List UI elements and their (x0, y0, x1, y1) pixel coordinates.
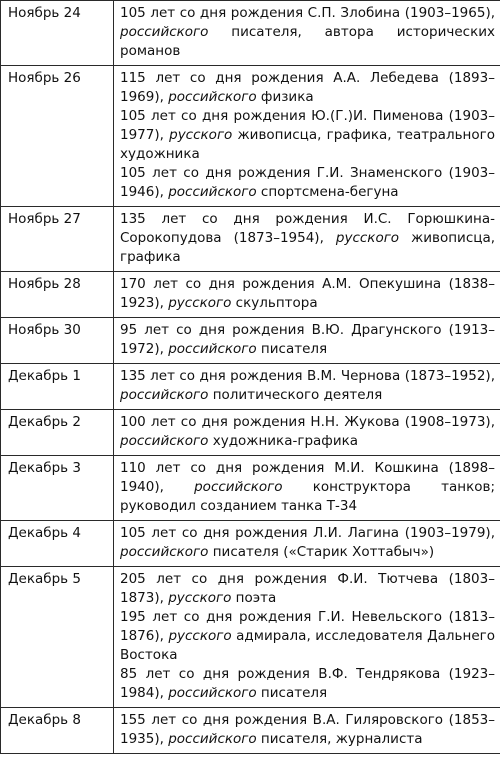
table-row (1, 364, 500, 410)
description-cell (114, 410, 500, 456)
entry-text: 195 лет со дня рождения Г.И. Невельского (1813–1876), (120, 609, 495, 644)
entry-text: 110 лет со дня рождения М.И. Кошкина (1898–1940), (120, 460, 495, 495)
entry-text: 100 лет со дня рождения Н.Н. Жукова (1908–1973), (120, 414, 495, 430)
entry-text: 105 лет со дня рождения С.П. Злобина (1903–1965), (120, 5, 495, 21)
entry-occupation: писателя (256, 685, 328, 701)
anniversary-entry (120, 570, 495, 608)
anniversary-entry (120, 210, 495, 267)
date-cell: Ноябрь 27 (1, 207, 114, 272)
date-cell: Декабрь 3 (1, 456, 114, 521)
entry-text: 105 лет со дня рождения Л.И. Лагина (1903–1979), (120, 525, 495, 541)
anniversary-entry (120, 69, 495, 107)
date-cell: Ноябрь 30 (1, 318, 114, 364)
table-row (1, 456, 500, 521)
table-row (1, 318, 500, 364)
entry-text: 105 лет со дня рождения Г.И. Знаменского (1903–1946), (120, 165, 495, 200)
description-cell (114, 272, 500, 318)
description-cell (114, 567, 500, 708)
table-row (1, 567, 500, 708)
entry-nationality: российского (168, 685, 257, 701)
entry-occupation: писателя («Старик Хоттабыч») (208, 544, 435, 560)
table-row (1, 207, 500, 272)
entry-occupation: скульптора (231, 295, 318, 311)
table-row (1, 66, 500, 207)
date-cell: Ноябрь 28 (1, 272, 114, 318)
entry-text: 135 лет со дня рождения В.М. Чернова (1873–1952), (120, 368, 495, 384)
entry-nationality: российского (120, 24, 209, 40)
anniversary-entry (120, 524, 495, 562)
entry-occupation: адмирала, исследователя Дальнего Востока (120, 628, 495, 663)
entry-text: 170 лет со дня рождения А.М. Опекушина (1838–1923), (120, 276, 495, 311)
entry-text: 95 лет со дня рождения В.Ю. Драгунского (1913–1972), (120, 322, 495, 357)
entry-nationality: русского (169, 127, 233, 143)
entry-nationality: русского (335, 230, 400, 246)
date-cell: Декабрь 5 (1, 567, 114, 708)
entry-occupation: физика (256, 89, 314, 105)
description-cell (114, 207, 500, 272)
anniversary-entry (120, 665, 495, 703)
table-body (1, 1, 500, 754)
description-cell (114, 521, 500, 567)
anniversary-entry (120, 459, 495, 516)
entry-occupation: политического деятеля (208, 387, 383, 403)
entry-nationality: русского (168, 590, 232, 606)
description-cell (114, 66, 500, 207)
entry-nationality: российского (168, 731, 257, 747)
date-cell: Декабрь 4 (1, 521, 114, 567)
entry-nationality: российского (168, 89, 257, 105)
entry-occupation: живописца, графика (120, 230, 496, 265)
anniversary-entry (120, 4, 495, 61)
anniversary-entry (120, 711, 495, 749)
table-row (1, 410, 500, 456)
description-cell (114, 456, 500, 521)
anniversary-entry (120, 321, 495, 359)
entry-nationality: российского (120, 387, 209, 403)
entry-nationality: российского (120, 433, 209, 449)
entry-occupation: художника-графика (208, 433, 359, 449)
date-cell: Декабрь 8 (1, 708, 114, 754)
description-cell (114, 318, 500, 364)
description-cell (114, 1, 500, 66)
entry-nationality: российского (168, 184, 257, 200)
entry-text: 105 лет со дня рождения Ю.(Г.)И. Пименова (1903–1977), (120, 108, 495, 143)
entry-text: 155 лет со дня рождения В.А. Гиляровского (1853–1935), (120, 712, 495, 747)
anniversary-entry (120, 164, 495, 202)
entry-text: 135 лет со дня рождения И.С. Горюшкина-Сорокопудова (1873–1954), (120, 211, 495, 246)
table-row (1, 272, 500, 318)
entry-nationality: российского (120, 544, 209, 560)
anniversary-entry (120, 107, 495, 164)
date-cell: Декабрь 2 (1, 410, 114, 456)
table-row (1, 521, 500, 567)
entry-nationality: русского (168, 295, 232, 311)
date-cell: Декабрь 1 (1, 364, 114, 410)
entry-text: 205 лет со дня рождения Ф.И. Тютчева (1803–1873), (120, 571, 495, 606)
entry-text: 85 лет со дня рождения В.Ф. Тендрякова (1923–1984), (120, 666, 495, 701)
date-cell: Ноябрь 26 (1, 66, 114, 207)
anniversary-entry (120, 367, 495, 405)
entry-occupation: писателя (256, 341, 328, 357)
table-row (1, 708, 500, 754)
entry-text: 115 лет со дня рождения А.А. Лебедева (1893–1969), (120, 70, 495, 105)
entry-occupation: живописца, графика, театрального художника (120, 127, 495, 162)
entry-occupation: поэта (231, 590, 277, 606)
entry-nationality: российского (168, 341, 257, 357)
entry-nationality: русского (168, 628, 232, 644)
anniversary-entry (120, 413, 495, 451)
entry-occupation: спортсмена-бегуна (256, 184, 399, 200)
entry-occupation: писателя, журналиста (256, 731, 423, 747)
description-cell (114, 708, 500, 754)
date-cell: Ноябрь 24 (1, 1, 114, 66)
description-cell (114, 364, 500, 410)
entry-occupation: писателя, автора исторических романов (120, 24, 495, 59)
entry-nationality: российского (194, 479, 283, 495)
table-row (1, 1, 500, 66)
anniversary-entry (120, 608, 495, 665)
anniversary-entry (120, 275, 495, 313)
entry-occupation: конструктора танков; руководил созданием танка Т-34 (120, 479, 495, 514)
